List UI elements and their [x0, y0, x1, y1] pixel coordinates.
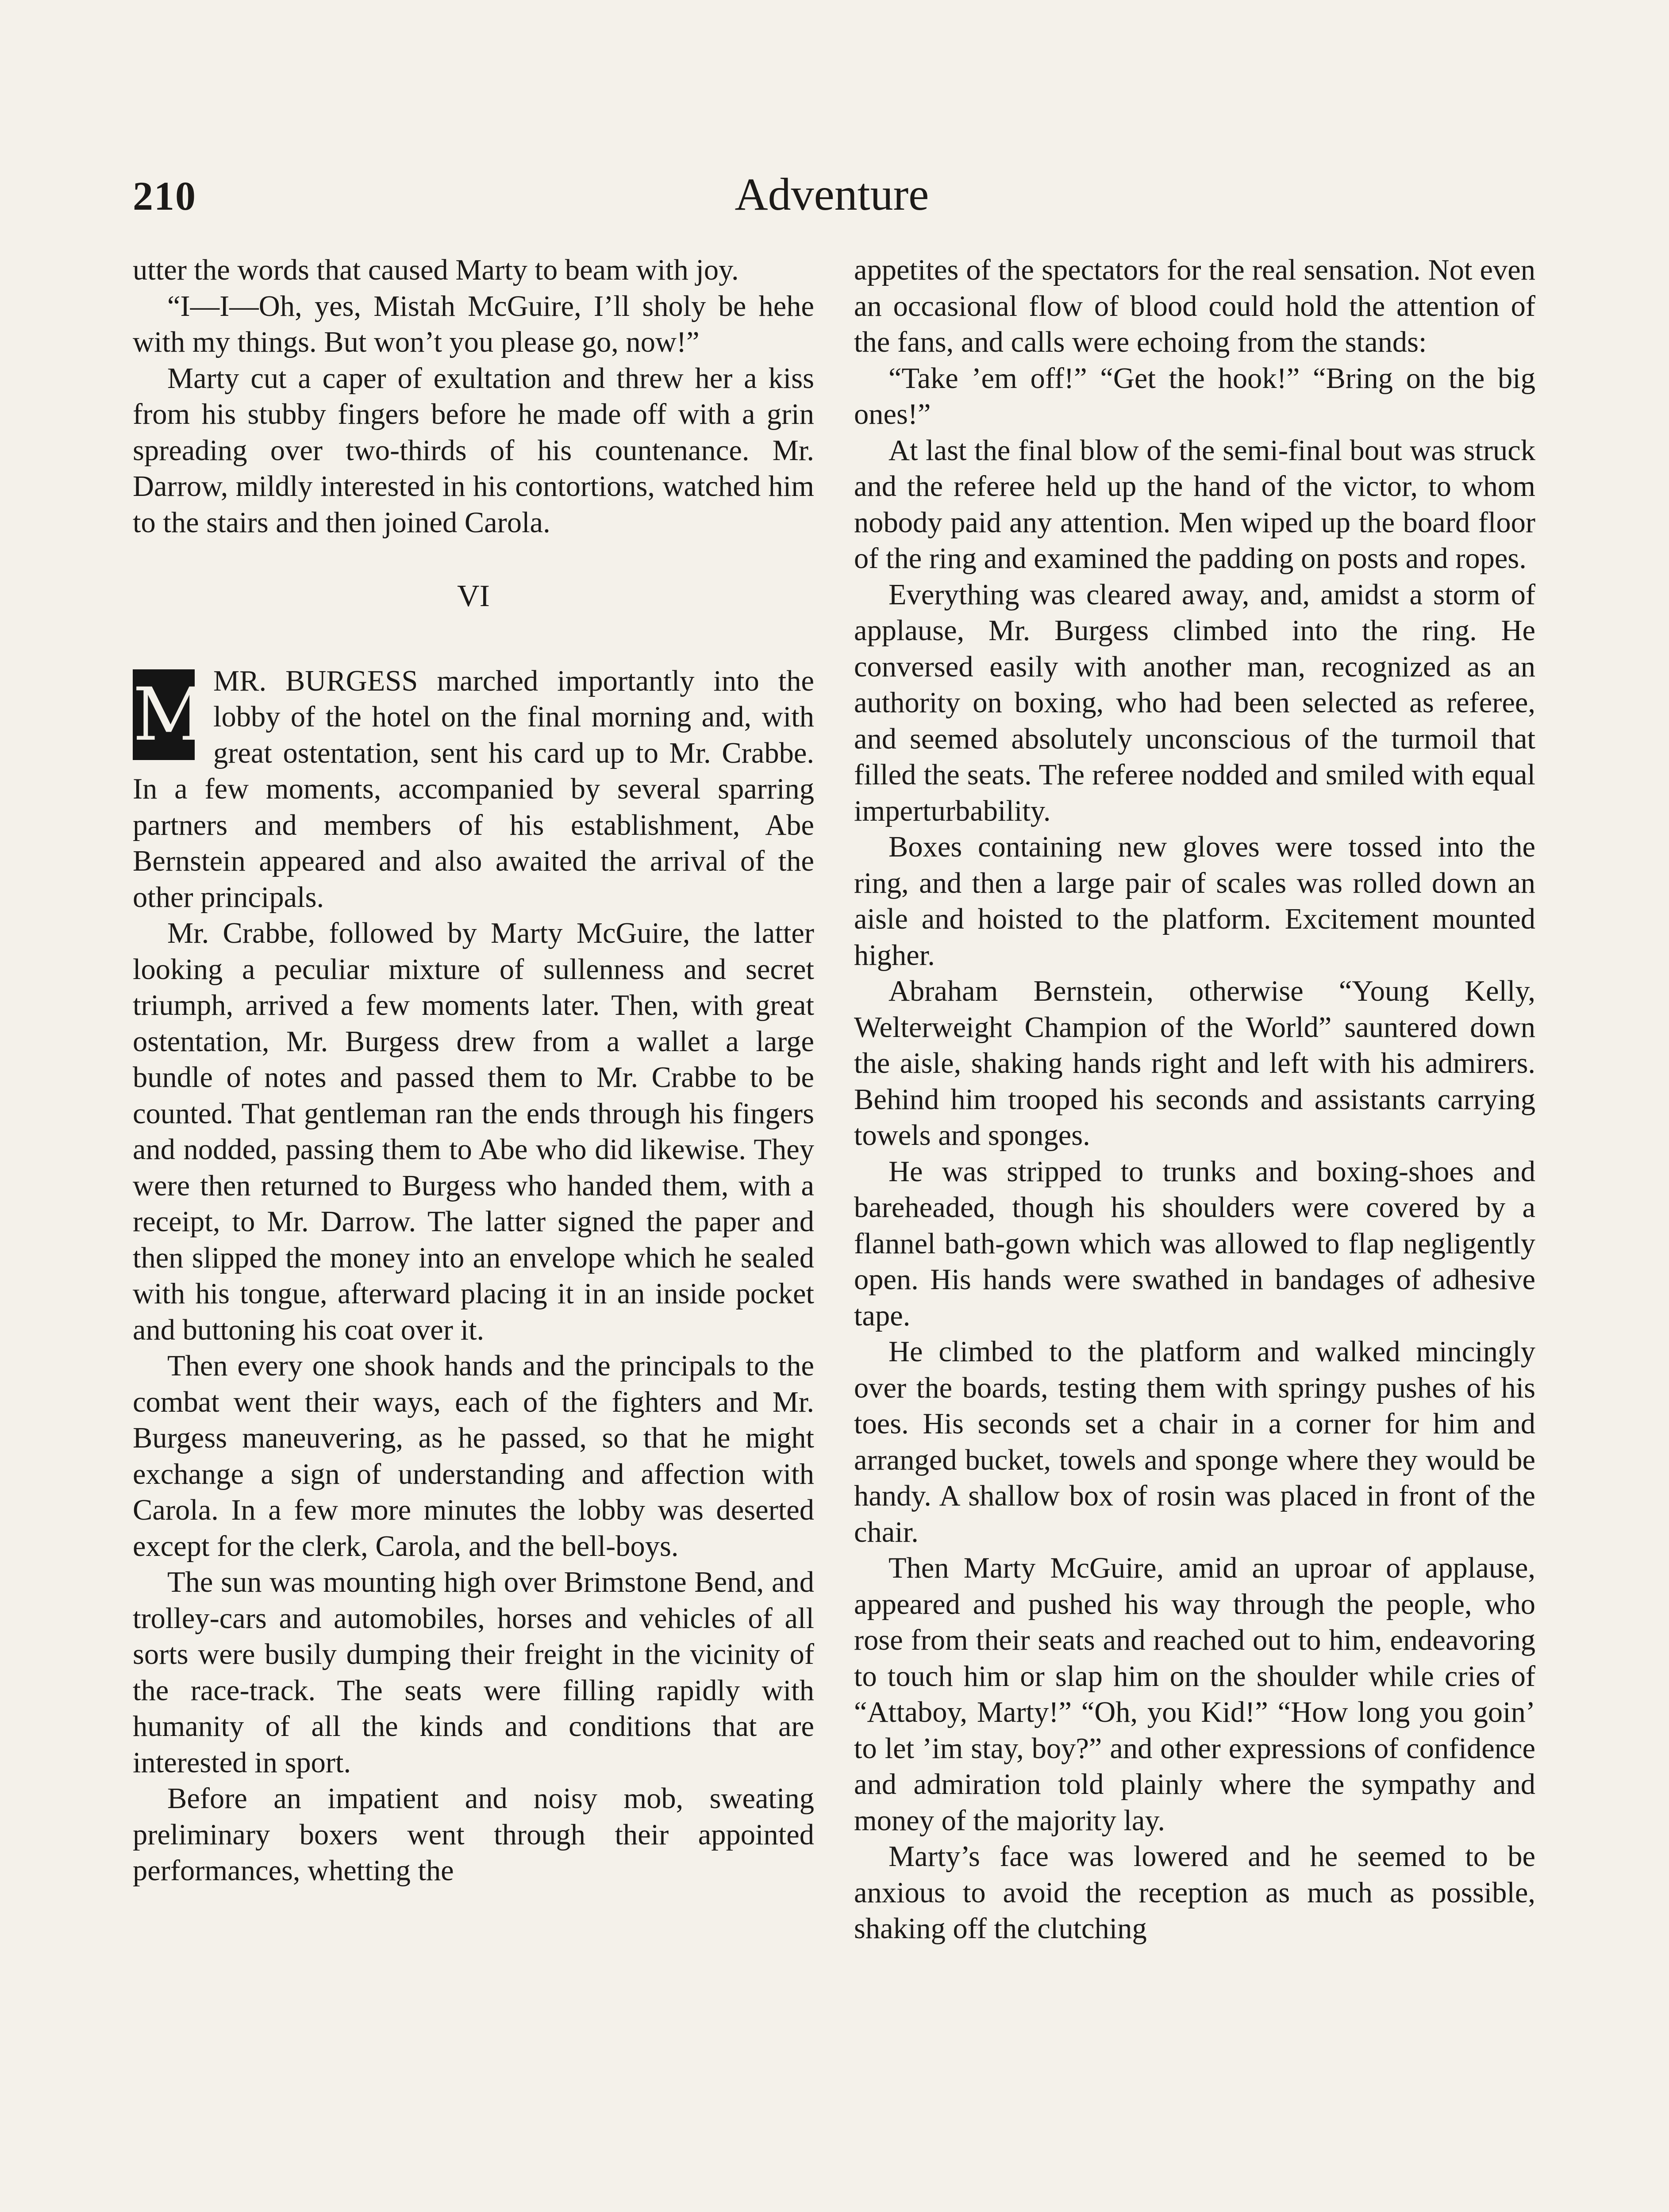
- paragraph: The sun was mounting high over Brimstone Bend, and trolley-cars and automobiles, horses and vehicles of all sorts were busily dumping their freight in the vicinity of the race-track. The seats were filling rapidly with humanity of all the kinds and conditions that are interested in sport.: [133, 1566, 814, 1779]
- paragraph: Then Marty McGuire, amid an uproar of applause, appeared and pushed his way through the people, who rose from their seats and reached out to him, endeavoring to touch him or slap him on the shoulder while cries of “Attaboy, Marty!” “Oh, you Kid!” “How long you goin’ to let ’im stay, boy?” and other expressions of confidence and admiration told plainly where the sympathy and money of the majority lay.: [854, 1552, 1535, 1837]
- running-head: [133, 168, 1531, 230]
- paragraph: utter the words that caused Marty to beam with joy.: [133, 254, 739, 286]
- left-column: [133, 252, 814, 1889]
- paragraph: “I—I—Oh, yes, Mistah McGuire, I’ll sholy be hehe with my things. But won’t you please go, now!”: [133, 290, 814, 358]
- page-number: 210: [133, 173, 196, 219]
- paragraph: Everything was cleared away, and, amidst a storm of applause, Mr. Burgess climbed into the ring. He conversed easily with another man, recognized as an authority on boxing, who had been selected as referee, and seemed absolutely unconscious of the turmoil that filled the seats. The referee nodded and smiled with equal imperturbability.: [854, 578, 1535, 827]
- right-column: [854, 252, 1535, 1947]
- paragraph: Mr. Crabbe, followed by Marty McGuire, the latter looking a peculiar mixture of sullenness and secret triumph, arrived a few moments later. Then, with great ostentation, Mr. Burgess drew from a wallet a large bundle of notes and passed them to Mr. Crabbe to be counted. That gentleman ran the ends through his fingers and nodded, passing them to Abe who did likewise. They were then returned to Burgess who handed them, with a receipt, to Mr. Darrow. The latter signed the paper and then slipped the money into an envelope which he sealed with his tongue, afterward placing it in an inside pocket and buttoning his coat over it.: [133, 917, 814, 1346]
- paragraph: He was stripped to trunks and boxing-shoes and bareheaded, though his shoulders were covered by a flannel bath-gown which was allowed to flap negligently open. His hands were swathed in bandages of adhesive tape.: [854, 1155, 1535, 1332]
- paragraph: Then every one shook hands and the principals to the combat went their ways, each of the fighters and Mr. Burgess maneuvering, as he passed, so that he might exchange a sign of understanding and affection with Carola. In a few more minutes the lobby was deserted except for the clerk, Carola, and the bell-boys.: [133, 1350, 814, 1563]
- paragraph: Marty’s face was lowered and he seemed to be anxious to avoid the reception as much as possible, shaking off the clutching: [854, 1840, 1535, 1945]
- paragraph: Before an impatient and noisy mob, sweating preliminary boxers went through their appointed performances, whetting the: [133, 1782, 814, 1887]
- paragraph: Boxes containing new gloves were tossed into the ring, and then a large pair of scales was rolled down an aisle and hoisted to the platform. Excitement mounted higher.: [854, 831, 1535, 972]
- paragraph: Abraham Bernstein, otherwise “Young Kelly, Welterweight Champion of the World” sauntered down the aisle, shaking hands right and left with his admirers. Behind him trooped his seconds and assistants carrying towels and sponges.: [854, 975, 1535, 1152]
- ornamental-dropcap: M: [133, 669, 195, 760]
- paragraph: “Take ’em off!” “Get the hook!” “Bring on the big ones!”: [854, 362, 1535, 430]
- paragraph: He climbed to the platform and walked mincingly over the boards, testing them with springy pushes of his toes. His seconds set a chair in a corner for him and arranged bucket, towels and sponge where they would be handy. A shallow box of rosin was placed in front of the chair.: [854, 1336, 1535, 1548]
- paragraph: appetites of the spectators for the real sensation. Not even an occasional flow of blood could hold the attention of the fans, and calls were echoing from the stands:: [854, 254, 1535, 358]
- paragraph: At last the final blow of the semi-final bout was struck and the referee held up the hand of the victor, to whom nobody paid any attention. Men wiped up the board floor of the ring and examined the padding on posts and ropes.: [854, 434, 1535, 575]
- paragraph: Marty cut a caper of exultation and threw her a kiss from his stubby fingers before he made off with a grin spreading over two-thirds of his countenance. Mr. Darrow, mildly interested in his contortions, watched him to the stairs and then joined Carola.: [133, 362, 814, 539]
- section-number: VI: [457, 579, 490, 613]
- paragraph-with-dropcap: [133, 663, 814, 916]
- paragraph-text: MR. BURGESS marched importantly into the lobby of the hotel on the final morning and, with great ostentation, sent his card up to Mr. Crabbe. In a few moments, accompanied by several sparring partners and members of his establishment, Abe Bernstein appeared and also awaited the arrival of the other principals.: [133, 664, 814, 914]
- magazine-title: Adventure: [735, 169, 929, 220]
